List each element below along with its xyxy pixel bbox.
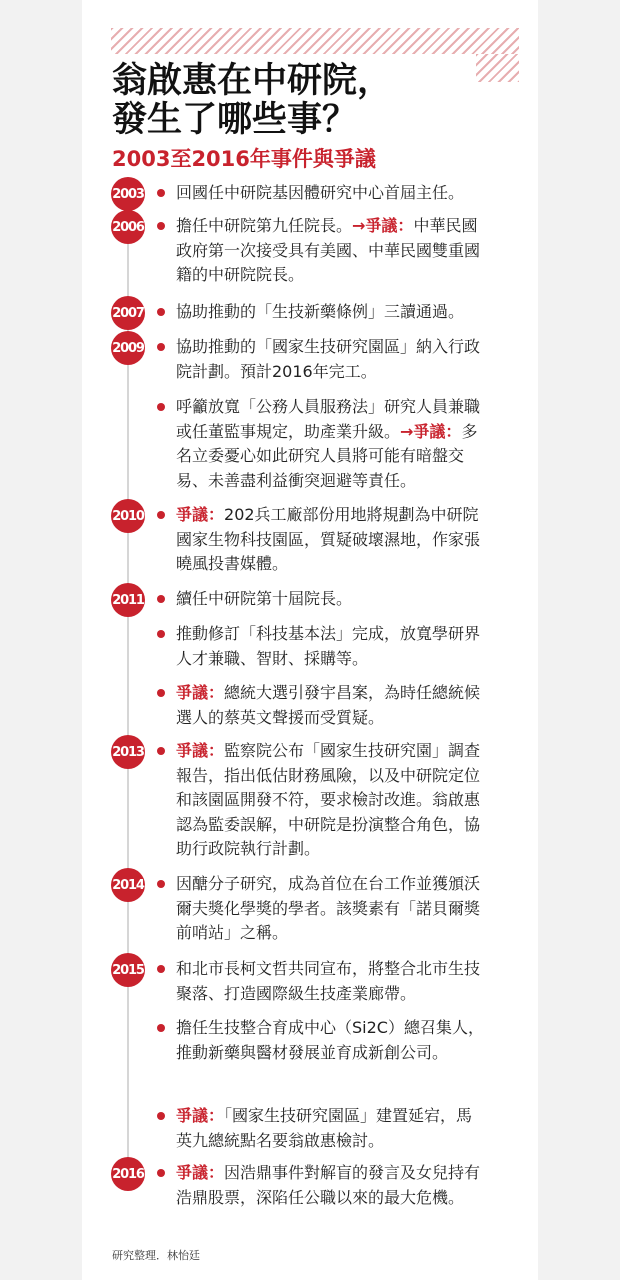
- controversy-label: →爭議：: [352, 216, 414, 235]
- timeline-entry: [176, 214, 488, 288]
- bullet-dot: [157, 222, 165, 230]
- controversy-label: 爭議：: [176, 505, 225, 524]
- timeline-entry: [176, 395, 488, 493]
- title-line-2: 發生了哪些事？: [112, 100, 358, 140]
- entry-text: 因浩鼎事件對解盲的發言及女兒持有浩鼎股票，深陷任公職以來的最大危機。: [176, 1163, 481, 1207]
- year-badge: 2006: [111, 210, 145, 244]
- entry-text: 和北市長柯文哲共同宣布，將整合北市生技聚落、打造國際級生技產業廊帶。: [176, 959, 481, 1003]
- entry-text: 因醣分子研究，成為首位在台工作並獲頒沃爾夫獎化學獎的學者。該獎素有「諾貝爾獎前哨站」之稱。: [176, 874, 481, 942]
- title-line-1: 翁啟惠在中研院，: [112, 61, 393, 101]
- timeline-entry: [176, 1161, 488, 1210]
- bullet-dot: [157, 630, 165, 638]
- timeline-entry: [176, 587, 488, 612]
- entry-text: 擔任中研院第九任院長。: [176, 216, 353, 235]
- timeline-entry: [176, 503, 488, 577]
- bullet-dot: [157, 343, 165, 351]
- year-badge: 2013: [111, 735, 145, 769]
- timeline-entry: [176, 872, 488, 946]
- timeline-entry: [176, 335, 488, 384]
- bullet-dot: [157, 689, 165, 697]
- year-badge: 2010: [111, 499, 145, 533]
- entry-text: 協助推動的「國家生技研究園區」納入行政院計劃。預計2016年完工。: [176, 337, 481, 381]
- year-badge: 2011: [111, 583, 145, 617]
- timeline-entry: [176, 739, 488, 862]
- entry-text: 協助推動的「生技新藥條例」三讀通過。: [176, 302, 465, 321]
- year-badge: 2009: [111, 331, 145, 365]
- entry-text: 續任中研院第十屆院長。: [176, 589, 353, 608]
- entry-text: 總統大選引發宇昌案，為時任總統候選人的蔡英文聲援而受質疑。: [176, 683, 481, 727]
- bullet-dot: [157, 1024, 165, 1032]
- timeline-entry: [176, 1016, 488, 1065]
- controversy-label: →爭議：: [400, 421, 462, 441]
- timeline-entry: [176, 957, 488, 1006]
- entry-text: 擔任生技整合育成中心（Si2C）總召集人，推動新藥與醫材發展並育成新創公司。: [176, 1018, 484, 1062]
- bullet-dot: [157, 747, 165, 755]
- entry-text: 中華民國政府第一次接受具有美國、中華民國雙重國籍的中研院院長。: [176, 216, 481, 284]
- controversy-label: 爭議：: [176, 1106, 225, 1125]
- entry-text: 呼籲放寬「公務人員服務法」研究人員兼職或任董監事規定，助產業升級。: [176, 397, 481, 441]
- entry-text: 監察院公布「國家生技研究園」調查報告，指出低估財務風險，以及中研院定位和該園區開發不符，要求檢討改進。翁啟惠認為監委誤解，中研院是扮演整合角色，協助行政院執行計劃。: [176, 741, 481, 858]
- controversy-label: 爭議：: [176, 741, 225, 760]
- decorative-hatch-corner: [476, 54, 519, 82]
- bullet-dot: [157, 1169, 165, 1177]
- entry-text: 推動修訂「科技基本法」完成，放寬學研界人才兼職、智財、採購等。: [176, 624, 481, 668]
- page-title: [112, 62, 392, 140]
- credit-text: 研究整理．林怡廷: [112, 1249, 200, 1262]
- year-badge: 2016: [111, 1157, 145, 1191]
- entry-text: 202兵工廠部份用地將規劃為中研院國家生物科技園區，質疑破壞濕地，作家張曉風投書媒體。: [176, 505, 481, 573]
- timeline-entry: [176, 622, 488, 671]
- bullet-dot: [157, 511, 165, 519]
- controversy-label: 爭議：: [176, 683, 225, 702]
- page-subtitle: 2003至2016年事件與爭議: [112, 147, 376, 171]
- bullet-dot: [157, 189, 165, 197]
- year-badge: 2003: [111, 177, 145, 211]
- bullet-dot: [157, 595, 165, 603]
- bullet-dot: [157, 1112, 165, 1120]
- bullet-dot: [157, 403, 165, 411]
- year-badge: 2007: [111, 296, 145, 330]
- timeline-entry: [176, 1104, 488, 1153]
- year-badge: 2015: [111, 953, 145, 987]
- controversy-label: 爭議：: [176, 1163, 225, 1182]
- entry-text: 多名立委憂心如此研究人員將可能有暗盤交易、未善盡利益衝突迴避等責任。: [176, 421, 478, 490]
- timeline-entry: [176, 681, 488, 730]
- timeline-entry: [176, 181, 488, 206]
- entry-text: 回國任中研院基因體研究中心首屆主任。: [176, 183, 465, 202]
- bullet-dot: [157, 308, 165, 316]
- decorative-hatch: [111, 28, 519, 54]
- bullet-dot: [157, 965, 165, 973]
- entry-text: 「國家生技研究園區」建置延宕，馬英九總統點名要翁啟惠檢討。: [176, 1106, 473, 1150]
- bullet-dot: [157, 880, 165, 888]
- year-badge: 2014: [111, 868, 145, 902]
- timeline-entry: [176, 300, 488, 325]
